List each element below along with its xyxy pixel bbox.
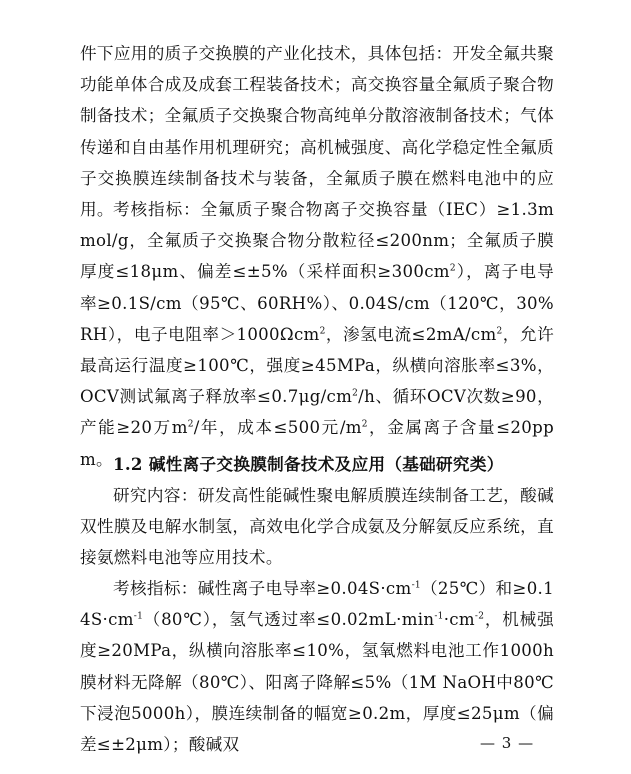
superscript: 2: [319, 326, 326, 337]
text-run: ，允许最高运行温度≥100℃，强度≥45MPa，纵横向溶胀率≤3%，OCV测试氟离子释放率≤0.7μg/cm: [80, 324, 554, 407]
text-run: 考核指标：全氟质子聚合物离子交换容量（IEC）≥1.3mmol/g，全氟质子交换聚合物分散粒径≤200nm；全氟质子膜厚度≤18μm、偏差≤±5%（采样面积≥300cm: [80, 200, 554, 282]
superscript: 2: [352, 388, 359, 399]
superscript: -1: [434, 611, 444, 622]
superscript: -1: [133, 611, 144, 622]
section-heading: 1.2 碱性离子交换膜制备技术及应用（基础研究类）: [113, 454, 504, 474]
paragraph-research-text: 研究内容：研发高性能碱性聚电解质膜连续制备工艺，酸碱双性膜及电解水制氢，高效电化学合成氨及分解氨反应系统，直接氨燃料电池等应用技术。: [80, 486, 554, 568]
paragraph-intro-text: 件下应用的质子交换膜的产业化技术，具体包括：开发全氟共聚功能单体合成及成套工程装备技术；高交换容量全氟质子聚合物制备技术；全氟质子交换聚合物高纯单分散溶液制备技术；气体传递和自由基作用机理研究；高机械强度、高化学稳定性全氟质子交换膜连续制备技术与装备，全氟质子膜在燃料电池中的应用。: [80, 44, 554, 220]
page-number: — 3 —: [480, 734, 535, 752]
superscript: 2: [449, 263, 456, 274]
text-run: ，渗氢电流≤2mA/cm: [325, 324, 497, 344]
paragraph-assessment-1: [80, 194, 554, 475]
text-run: ），离子电导率≥0.1S/cm（95℃、60RH%）、0.04S/cm（120℃，30%RH），电子电阻率＞1000Ωcm: [80, 262, 554, 344]
superscript: 2: [361, 419, 368, 430]
paragraph-research: [80, 480, 554, 574]
paragraph-assessment-2: [80, 573, 554, 760]
text-run: /年，成本≤500元/m: [193, 418, 362, 438]
text-run: ，金属离子含量≤20ppm。: [80, 418, 554, 469]
text-run: ，机械强度≥20MPa，纵横向溶胀率≤10%，氢氧燃料电池工作1000h膜材料无降解（80℃）、阳离子降解≤5%（1M NaOH中80℃下浸泡5000h），膜连续制备的幅宽≥0.2m，厚度≤25μm（偏差≤±2μm）；酸碱双: [80, 610, 554, 755]
text-run: （25℃）和≥0.14S·cm: [80, 579, 554, 630]
text-run: （80℃），氢气透过率≤0.02mL·min: [143, 610, 435, 630]
superscript: -1: [411, 580, 421, 591]
text-run: ·cm: [443, 610, 475, 630]
superscript: 2: [496, 326, 503, 337]
text-run: /h、循环OCV次数≥90，产能≥20万m: [80, 387, 554, 438]
superscript: -2: [474, 611, 485, 622]
superscript: 2: [187, 419, 194, 430]
text-run: 考核指标：碱性离子电导率≥0.04S·cm: [113, 579, 412, 598]
